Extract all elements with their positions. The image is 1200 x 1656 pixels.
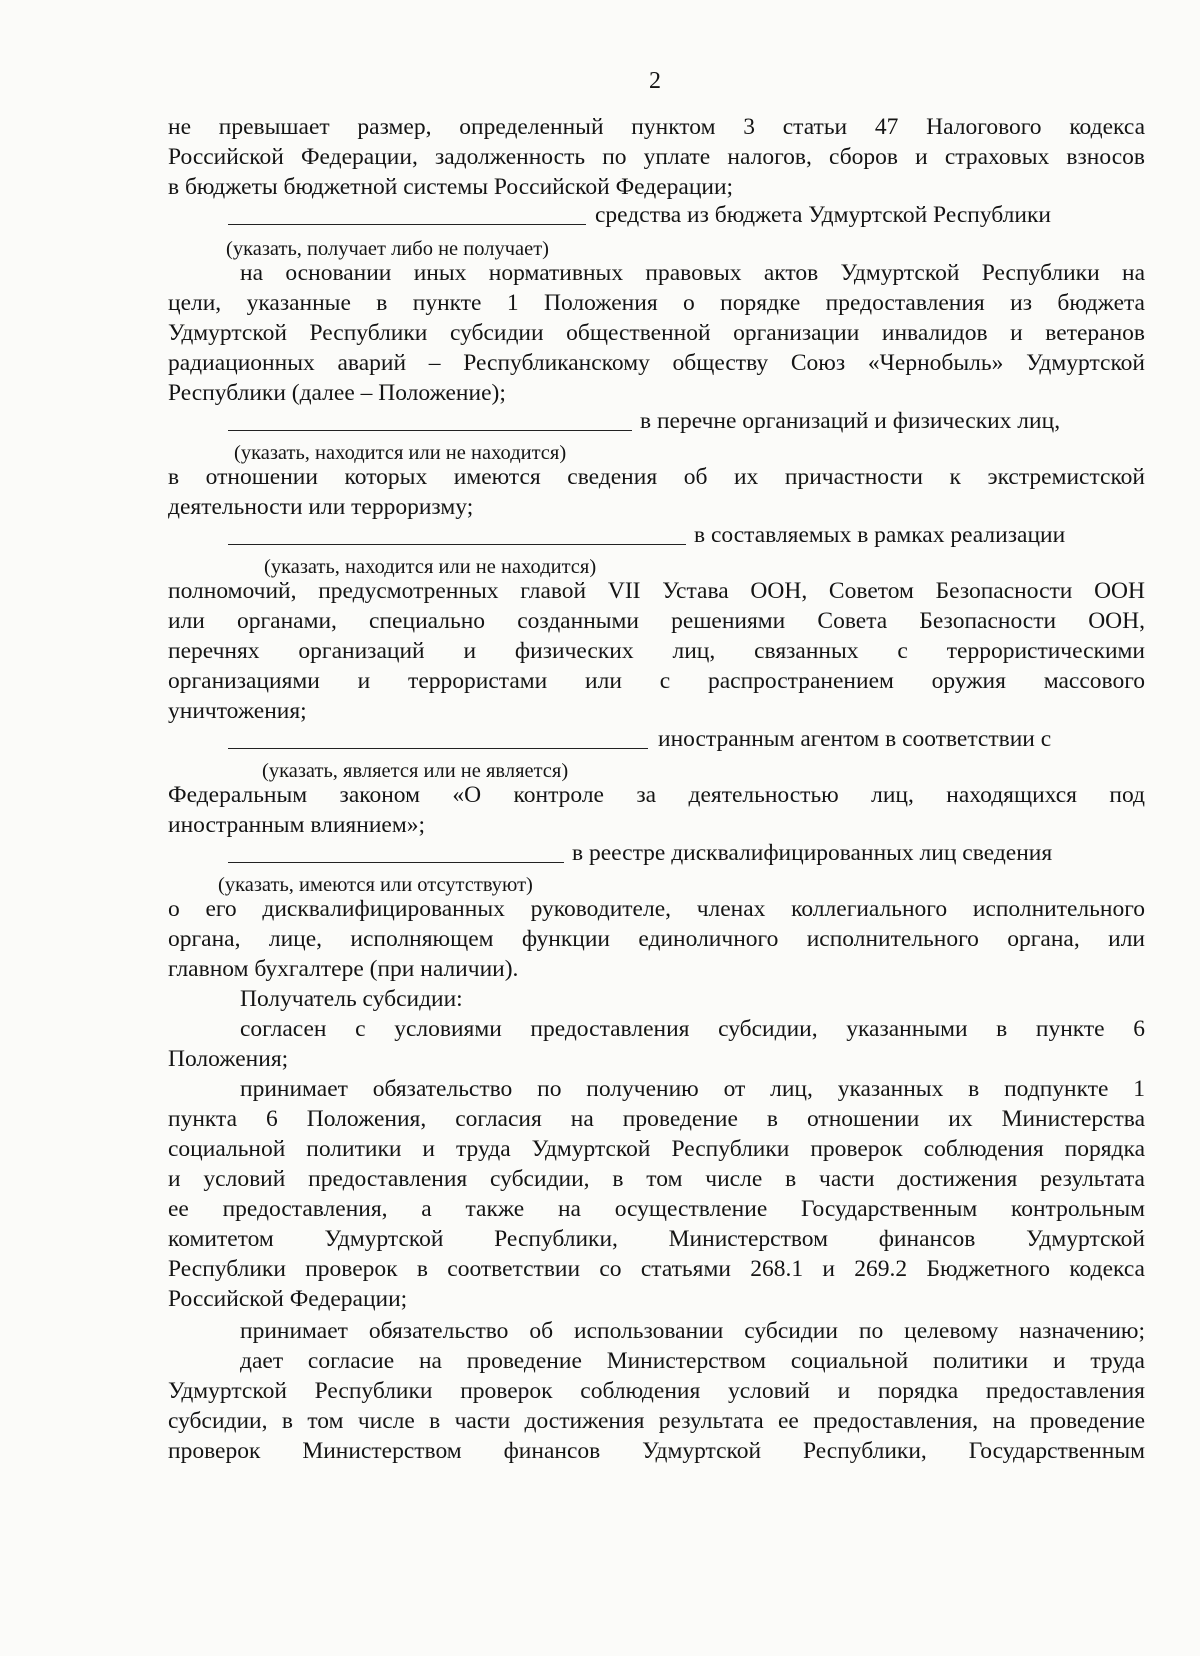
text-line: средства из бюджета Удмуртской Республики: [595, 202, 1051, 228]
text-line: на основании иных нормативных правовых актов Удмуртской Республики на: [240, 260, 1145, 286]
text-line: Республики (далее – Положение);: [168, 380, 506, 406]
text-line: пункта 6 Положения, согласия на проведение в отношении их Министерства: [168, 1106, 1145, 1132]
page-number: 2: [649, 68, 661, 94]
field-caption: (указать, получает либо не получает): [226, 238, 549, 260]
text-line: органа, лице, исполняющем функции единоличного исполнительного органа, или: [168, 926, 1145, 952]
text-line: принимает обязательство по получению от лиц, указанных в подпункте 1: [240, 1076, 1145, 1102]
text-line: деятельности или терроризму;: [168, 494, 474, 520]
field-caption: (указать, находится или не находится): [234, 442, 567, 464]
text-line: комитетом Удмуртской Республики, Министерством финансов Удмуртской: [168, 1226, 1145, 1252]
field-caption: (указать, является или не является): [262, 760, 569, 782]
fill-in-blank: [228, 862, 564, 863]
text-line: проверок Министерством финансов Удмуртской Республики, Государственным: [168, 1438, 1145, 1464]
text-line: уничтожения;: [168, 698, 307, 724]
text-line: организациями и террористами или с распространением оружия массового: [168, 668, 1145, 694]
text-line: перечнях организаций и физических лиц, связанных с террористическими: [168, 638, 1145, 664]
text-line: в составляемых в рамках реализации: [694, 522, 1066, 548]
text-line: иностранным влиянием»;: [168, 812, 425, 838]
text-line: в перечне организаций и физических лиц,: [640, 408, 1061, 434]
text-line: Федеральным законом «О контроле за деятельностью лиц, находящихся под: [168, 782, 1145, 808]
text-line: цели, указанные в пункте 1 Положения о порядке предоставления из бюджета: [168, 290, 1145, 316]
text-line: главном бухгалтере (при наличии).: [168, 956, 519, 982]
text-line: Положения;: [168, 1046, 289, 1072]
text-line: Удмуртской Республики проверок соблюдения условий и порядка предоставления: [168, 1378, 1145, 1404]
text-line: дает согласие на проведение Министерством социальной политики и труда: [240, 1348, 1145, 1374]
field-caption: (указать, имеются или отсутствуют): [218, 874, 533, 896]
text-line: полномочий, предусмотренных главой VII Устава ООН, Советом Безопасности ООН: [168, 578, 1145, 604]
text-line: Удмуртской Республики субсидии общественной организации инвалидов и ветеранов: [168, 320, 1145, 346]
text-line: иностранным агентом в соответствии с: [658, 726, 1052, 752]
field-caption: (указать, находится или не находится): [264, 556, 597, 578]
fill-in-blank: [228, 224, 586, 225]
text-line: в отношении которых имеются сведения об их причастности к экстремистской: [168, 464, 1145, 490]
text-line: социальной политики и труда Удмуртской Республики проверок соблюдения порядка: [168, 1136, 1145, 1162]
text-line: о его дисквалифицированных руководителе, членах коллегиального исполнительного: [168, 896, 1145, 922]
text-line: согласен с условиями предоставления субсидии, указанными в пункте 6: [240, 1016, 1145, 1042]
fill-in-blank: [228, 748, 648, 749]
text-line: или органами, специально созданными решениями Совета Безопасности ООН,: [168, 608, 1145, 634]
text-line: радиационных аварий – Республиканскому обществу Союз «Чернобыль» Удмуртской: [168, 350, 1145, 376]
text-line: не превышает размер, определенный пунктом 3 статьи 47 Налогового кодекса: [168, 114, 1145, 140]
text-line: в реестре дисквалифицированных лиц сведения: [572, 840, 1053, 866]
text-line: ее предоставления, а также на осуществление Государственным контрольным: [168, 1196, 1145, 1222]
fill-in-blank: [228, 430, 632, 431]
text-line: принимает обязательство об использовании субсидии по целевому назначению;: [240, 1318, 1145, 1344]
text-line: Российской Федерации;: [168, 1286, 408, 1312]
text-line: Российской Федерации, задолженность по уплате налогов, сборов и страховых взносов: [168, 144, 1145, 170]
text-line: Получатель субсидии:: [240, 986, 463, 1012]
text-line: Республики проверок в соответствии со статьями 268.1 и 269.2 Бюджетного кодекса: [168, 1256, 1145, 1282]
text-line: в бюджеты бюджетной системы Российской Федерации;: [168, 174, 734, 200]
fill-in-blank: [228, 544, 686, 545]
text-line: субсидии, в том числе в части достижения результата ее предоставления, на проведение: [168, 1408, 1145, 1434]
text-line: и условий предоставления субсидии, в том числе в части достижения результата: [168, 1166, 1145, 1192]
